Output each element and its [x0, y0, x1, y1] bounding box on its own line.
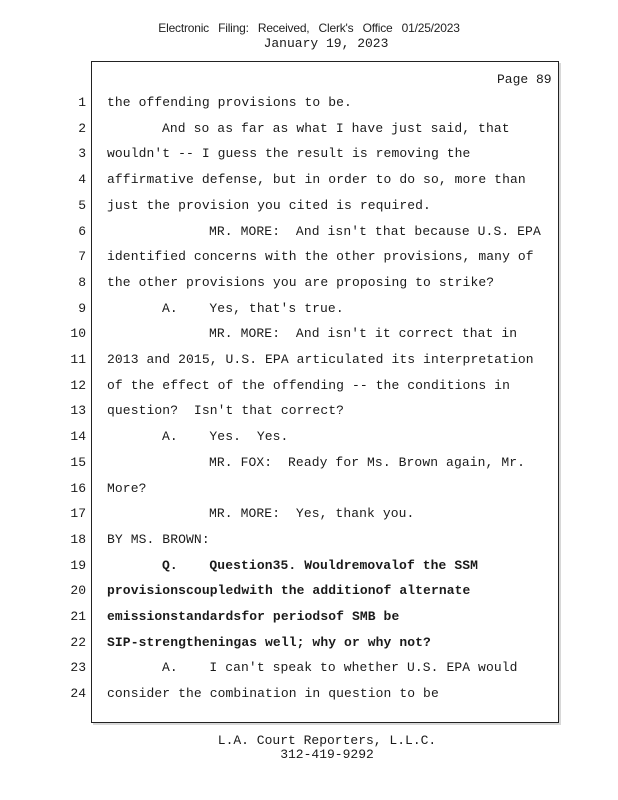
- line-number: 6: [78, 224, 86, 239]
- transcript-line: Q. Question35. Wouldremovalof the SSM: [162, 558, 479, 573]
- footer-company: L.A. Court Reporters, L.L.C.: [217, 733, 437, 748]
- transcript-line: And so as far as what I have just said, that: [162, 121, 510, 136]
- line-number: 22: [70, 635, 86, 650]
- transcript-line: the other provisions you are proposing to strike?: [107, 275, 495, 290]
- line-number: 14: [70, 429, 86, 444]
- line-number: 7: [78, 249, 86, 264]
- line-number: 2: [78, 121, 86, 136]
- line-number: 15: [70, 455, 86, 470]
- transcript-line: 2013 and 2015, U.S. EPA articulated its interpretation: [107, 352, 534, 367]
- transcript-line: consider the combination in question to be: [107, 686, 439, 701]
- line-number: 18: [70, 532, 86, 547]
- transcript-line: wouldn't -- I guess the result is removing the: [107, 146, 471, 161]
- footer-phone: 312-419-9292: [280, 747, 374, 762]
- transcript-line: A. Yes, that's true.: [162, 301, 344, 316]
- line-number: 17: [70, 506, 86, 521]
- line-number: 20: [70, 583, 86, 598]
- transcript-line: identified concerns with the other provisions, many of: [107, 249, 534, 264]
- transcript-line: question? Isn't that correct?: [107, 403, 345, 418]
- page-number: Page 89: [497, 72, 552, 87]
- line-number: 23: [70, 660, 86, 675]
- line-number: 16: [70, 481, 86, 496]
- line-number: 1: [78, 95, 86, 110]
- line-number: 10: [70, 326, 86, 341]
- transcript-line: emissionstandardsfor periodsof SMB be: [107, 609, 400, 624]
- transcript-line: MR. MORE: And isn't it correct that in: [209, 326, 518, 341]
- line-number: 19: [70, 558, 86, 573]
- transcript-date: January 19, 2023: [263, 36, 389, 51]
- e-filing-stamp: Electronic Filing: Received, Clerk's Office 01/25/2023: [158, 21, 460, 35]
- transcript-line: BY MS. BROWN:: [107, 532, 210, 547]
- line-number: 5: [78, 198, 86, 213]
- line-number: 8: [78, 275, 86, 290]
- line-number: 11: [70, 352, 86, 367]
- line-number: 4: [78, 172, 86, 187]
- line-number: 12: [70, 378, 86, 393]
- transcript-line: the offending provisions to be.: [107, 95, 352, 110]
- transcript-line: SIP-strengtheningas well; why or why not?: [107, 635, 431, 650]
- transcript-line: More?: [107, 481, 147, 496]
- transcript-line: of the effect of the offending -- the conditions in: [107, 378, 510, 393]
- transcript-line: provisionscoupledwith the additionof alternate: [107, 583, 471, 598]
- transcript-line: MR. MORE: Yes, thank you.: [209, 506, 415, 521]
- line-number: 13: [70, 403, 86, 418]
- line-number: 9: [78, 301, 86, 316]
- transcript-line: A. I can't speak to whether U.S. EPA would: [162, 660, 518, 675]
- line-number: 3: [78, 146, 86, 161]
- transcript-line: just the provision you cited is required.: [107, 198, 431, 213]
- transcript-line: MR. FOX: Ready for Ms. Brown again, Mr.: [209, 455, 526, 470]
- transcript-line: MR. MORE: And isn't that because U.S. EPA: [209, 224, 541, 239]
- line-number: 21: [70, 609, 86, 624]
- line-number: 24: [70, 686, 86, 701]
- transcript-line: A. Yes. Yes.: [162, 429, 289, 444]
- transcript-line: affirmative defense, but in order to do so, more than: [107, 172, 526, 187]
